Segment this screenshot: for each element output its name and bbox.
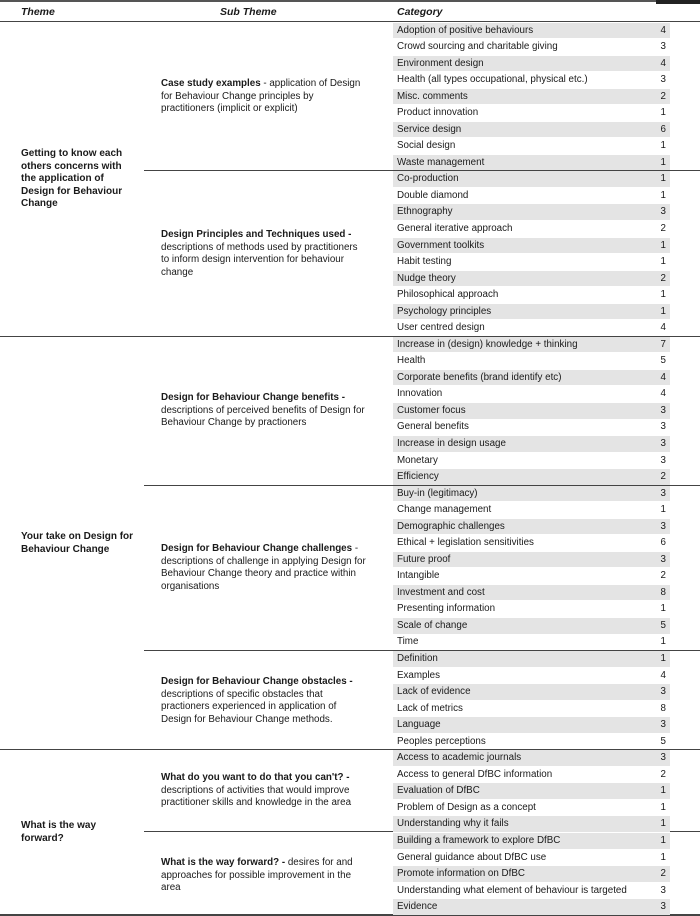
category-row bbox=[393, 601, 670, 617]
subtheme-desc: - descriptions of challenge in applying Design for Behaviour Change theory and practice within organisations bbox=[161, 543, 366, 592]
category-count: 1 bbox=[660, 801, 666, 813]
category-label: Evidence bbox=[397, 901, 438, 913]
category-row bbox=[393, 684, 670, 700]
category-label: Time bbox=[397, 636, 419, 648]
category-label: Ethical + legislation sensitivities bbox=[397, 537, 534, 549]
category-row bbox=[393, 221, 670, 237]
category-row bbox=[393, 552, 670, 568]
theme-title: Your take on Design for Behaviour Change bbox=[21, 531, 134, 555]
category-row bbox=[393, 304, 670, 320]
subtheme-title: Design Principles and Techniques used - bbox=[161, 229, 352, 240]
category-label: Understanding why it fails bbox=[397, 818, 509, 830]
category-count: 4 bbox=[660, 669, 666, 681]
category-row bbox=[393, 105, 670, 121]
category-label: Language bbox=[397, 719, 441, 731]
subtheme-desc: descriptions of methods used by practitioners to inform design intervention for behaviour change bbox=[161, 241, 358, 278]
category-count: 1 bbox=[660, 289, 666, 301]
category-count: 6 bbox=[660, 537, 666, 549]
category-label: Efficiency bbox=[397, 471, 439, 483]
category-label: Social design bbox=[397, 140, 456, 152]
category-count: 1 bbox=[660, 834, 666, 846]
category-label: Health bbox=[397, 355, 426, 367]
category-label: Double diamond bbox=[397, 189, 469, 201]
category-count: 2 bbox=[660, 768, 666, 780]
header-category: Category bbox=[397, 6, 443, 18]
category-label: Service design bbox=[397, 123, 462, 135]
category-count: 4 bbox=[660, 388, 666, 400]
subtheme-text bbox=[161, 392, 366, 430]
category-row bbox=[393, 287, 670, 303]
category-count: 5 bbox=[660, 735, 666, 747]
category-count: 7 bbox=[660, 338, 666, 350]
category-count: 1 bbox=[660, 818, 666, 830]
category-count: 2 bbox=[660, 272, 666, 284]
subtheme-text bbox=[161, 78, 366, 116]
category-row bbox=[393, 502, 670, 518]
category-row bbox=[393, 56, 670, 72]
category-count: 1 bbox=[660, 653, 666, 665]
theme-title: What is the way forward? bbox=[21, 820, 97, 844]
category-row bbox=[393, 320, 670, 336]
category-label: User centred design bbox=[397, 322, 485, 334]
category-count: 3 bbox=[660, 752, 666, 764]
category-row bbox=[393, 39, 670, 55]
category-row bbox=[393, 138, 670, 154]
category-count: 3 bbox=[660, 41, 666, 53]
category-count: 3 bbox=[660, 421, 666, 433]
category-label: Examples bbox=[397, 669, 441, 681]
category-row bbox=[393, 238, 670, 254]
category-row bbox=[393, 370, 670, 386]
category-count: 3 bbox=[660, 884, 666, 896]
subtheme-title: What is the way forward? - bbox=[161, 857, 286, 868]
category-label: Increase in (design) knowledge + thinking bbox=[397, 338, 578, 350]
category-label: Change management bbox=[397, 504, 492, 516]
subtheme-title: Case study examples bbox=[161, 78, 261, 89]
category-label: Co-production bbox=[397, 173, 459, 185]
category-count: 8 bbox=[660, 586, 666, 598]
category-count: 2 bbox=[660, 471, 666, 483]
category-row bbox=[393, 816, 670, 832]
category-row bbox=[393, 800, 670, 816]
category-count: 2 bbox=[660, 90, 666, 102]
category-count: 1 bbox=[660, 851, 666, 863]
category-label: Demographic challenges bbox=[397, 520, 505, 532]
category-label: Peoples perceptions bbox=[397, 735, 486, 747]
category-count: 1 bbox=[660, 173, 666, 185]
category-count: 1 bbox=[660, 305, 666, 317]
category-row bbox=[393, 403, 670, 419]
subtheme-text bbox=[161, 772, 366, 810]
category-count: 3 bbox=[660, 487, 666, 499]
category-count: 1 bbox=[660, 140, 666, 152]
category-count: 4 bbox=[660, 371, 666, 383]
category-count: 3 bbox=[660, 901, 666, 913]
category-label: Scale of change bbox=[397, 619, 468, 631]
subtheme-title: What do you want to do that you can't? - bbox=[161, 772, 350, 783]
header-theme: Theme bbox=[21, 6, 55, 18]
category-label: Promote information on DfBC bbox=[397, 868, 525, 880]
category-row bbox=[393, 271, 670, 287]
subtheme-text bbox=[161, 676, 366, 726]
header-sub-theme: Sub Theme bbox=[220, 6, 277, 18]
category-label: General benefits bbox=[397, 421, 469, 433]
subtheme-title: Design for Behaviour Change challenges bbox=[161, 543, 353, 554]
category-row bbox=[393, 353, 670, 369]
category-row bbox=[393, 668, 670, 684]
category-label: Monetary bbox=[397, 454, 438, 466]
category-count: 2 bbox=[660, 570, 666, 582]
category-label: Access to general DfBC information bbox=[397, 768, 553, 780]
category-row bbox=[393, 850, 670, 866]
category-label: Building a framework to explore DfBC bbox=[397, 834, 561, 846]
category-count: 3 bbox=[660, 686, 666, 698]
table-top-stub bbox=[656, 0, 700, 4]
subtheme-desc: descriptions of activities that would improve practitioner skills and knowledge in the area bbox=[161, 784, 352, 808]
category-count: 3 bbox=[660, 520, 666, 532]
category-label: Evaluation of DfBC bbox=[397, 785, 480, 797]
category-count: 1 bbox=[660, 636, 666, 648]
category-row bbox=[393, 72, 670, 88]
category-row bbox=[393, 651, 670, 667]
subtheme-desc: desires for and approaches for possible improvement in the area bbox=[161, 857, 353, 893]
category-row bbox=[393, 866, 670, 882]
subtheme-text bbox=[161, 543, 366, 593]
category-count: 1 bbox=[660, 189, 666, 201]
category-row bbox=[393, 436, 670, 452]
category-count: 5 bbox=[660, 619, 666, 631]
category-label: Intangible bbox=[397, 570, 440, 582]
category-count: 4 bbox=[660, 322, 666, 334]
category-count: 3 bbox=[660, 404, 666, 416]
category-count: 4 bbox=[660, 57, 666, 69]
category-row bbox=[393, 89, 670, 105]
category-row bbox=[393, 734, 670, 750]
category-row bbox=[393, 750, 670, 766]
category-label: Access to academic journals bbox=[397, 752, 522, 764]
category-row bbox=[393, 701, 670, 717]
category-label: Increase in design usage bbox=[397, 438, 506, 449]
category-row bbox=[393, 634, 670, 650]
category-label: Problem of Design as a concept bbox=[397, 801, 536, 813]
category-row bbox=[393, 171, 670, 187]
category-row bbox=[393, 618, 670, 634]
category-label: Lack of metrics bbox=[397, 702, 463, 714]
category-count: 1 bbox=[660, 107, 666, 119]
category-row bbox=[393, 386, 670, 402]
category-row bbox=[393, 23, 670, 39]
category-row bbox=[393, 833, 670, 849]
category-label: Understanding what element of behaviour is targeted bbox=[397, 884, 627, 896]
category-label: Nudge theory bbox=[397, 272, 456, 284]
category-label: Habit testing bbox=[397, 256, 452, 268]
category-label: Government toolkits bbox=[397, 239, 485, 251]
theme-title: Getting to know each others concerns with the application of Design for Behaviour Change bbox=[21, 148, 123, 209]
category-label: General iterative approach bbox=[397, 222, 513, 234]
category-label: Corporate benefits (brand identify etc) bbox=[397, 371, 562, 383]
category-row bbox=[393, 535, 670, 551]
subtheme-text bbox=[161, 857, 366, 895]
category-count: 2 bbox=[660, 222, 666, 234]
category-row bbox=[393, 519, 670, 535]
category-label: Adoption of positive behaviours bbox=[397, 24, 534, 36]
category-label: Lack of evidence bbox=[397, 686, 471, 698]
category-count: 3 bbox=[660, 206, 666, 218]
category-row bbox=[393, 486, 670, 502]
category-row bbox=[393, 783, 670, 799]
category-label: Philosophical approach bbox=[397, 289, 499, 301]
category-count: 3 bbox=[660, 74, 666, 86]
category-label: Investment and cost bbox=[397, 586, 485, 598]
category-row bbox=[393, 883, 670, 899]
category-label: Ethnography bbox=[397, 206, 453, 218]
category-count: 1 bbox=[660, 785, 666, 797]
category-count: 5 bbox=[660, 355, 666, 367]
category-row bbox=[393, 453, 670, 469]
category-label: General guidance about DfBC use bbox=[397, 851, 547, 863]
category-count: 3 bbox=[660, 438, 666, 449]
category-count: 1 bbox=[660, 504, 666, 516]
category-row bbox=[393, 767, 670, 783]
category-row bbox=[393, 254, 670, 270]
category-count: 1 bbox=[660, 239, 666, 251]
category-count: 3 bbox=[660, 553, 666, 565]
category-row bbox=[393, 899, 670, 915]
category-count: 1 bbox=[660, 256, 666, 268]
category-row bbox=[393, 188, 670, 204]
category-row bbox=[393, 155, 670, 171]
category-label: Misc. comments bbox=[397, 90, 468, 102]
category-label: Future proof bbox=[397, 553, 451, 565]
subtheme-desc: - application of Design for Behaviour Change principles by practitioners (implicit or explicit) bbox=[161, 78, 361, 114]
category-count: 6 bbox=[660, 123, 666, 135]
category-label: Psychology principles bbox=[397, 305, 492, 317]
category-count: 1 bbox=[660, 156, 666, 168]
category-row bbox=[393, 419, 670, 435]
category-row bbox=[393, 568, 670, 584]
category-row bbox=[393, 585, 670, 601]
subtheme-desc: descriptions of perceived benefits of Design for Behaviour Change by practioners bbox=[161, 404, 365, 428]
category-row bbox=[393, 469, 670, 485]
category-label: Customer focus bbox=[397, 404, 466, 416]
category-label: Buy-in (legitimacy) bbox=[397, 487, 478, 499]
subtheme-title: Design for Behaviour Change obstacles - bbox=[161, 676, 353, 687]
category-label: Innovation bbox=[397, 388, 443, 400]
category-label: Waste management bbox=[397, 156, 485, 168]
category-row bbox=[393, 337, 670, 353]
category-row bbox=[393, 204, 670, 220]
category-label: Presenting information bbox=[397, 603, 496, 615]
category-row bbox=[393, 122, 670, 138]
category-label: Health (all types occupational, physical etc.) bbox=[397, 74, 588, 86]
category-count: 3 bbox=[660, 719, 666, 731]
category-count: 4 bbox=[660, 24, 666, 36]
category-count: 2 bbox=[660, 868, 666, 880]
category-count: 1 bbox=[660, 603, 666, 615]
category-label: Product innovation bbox=[397, 107, 479, 119]
subtheme-title: Design for Behaviour Change benefits - bbox=[161, 392, 345, 403]
category-count: 3 bbox=[660, 454, 666, 466]
category-label: Definition bbox=[397, 653, 438, 665]
subtheme-text bbox=[161, 229, 366, 279]
category-label: Environment design bbox=[397, 57, 484, 69]
category-count: 8 bbox=[660, 702, 666, 714]
subtheme-desc: descriptions of specific obstacles that practioners experienced in application of Design for Behaviour Change methods. bbox=[161, 688, 337, 725]
category-label: Crowd sourcing and charitable giving bbox=[397, 41, 558, 53]
category-row bbox=[393, 717, 670, 733]
table-top-rule bbox=[0, 0, 700, 2]
